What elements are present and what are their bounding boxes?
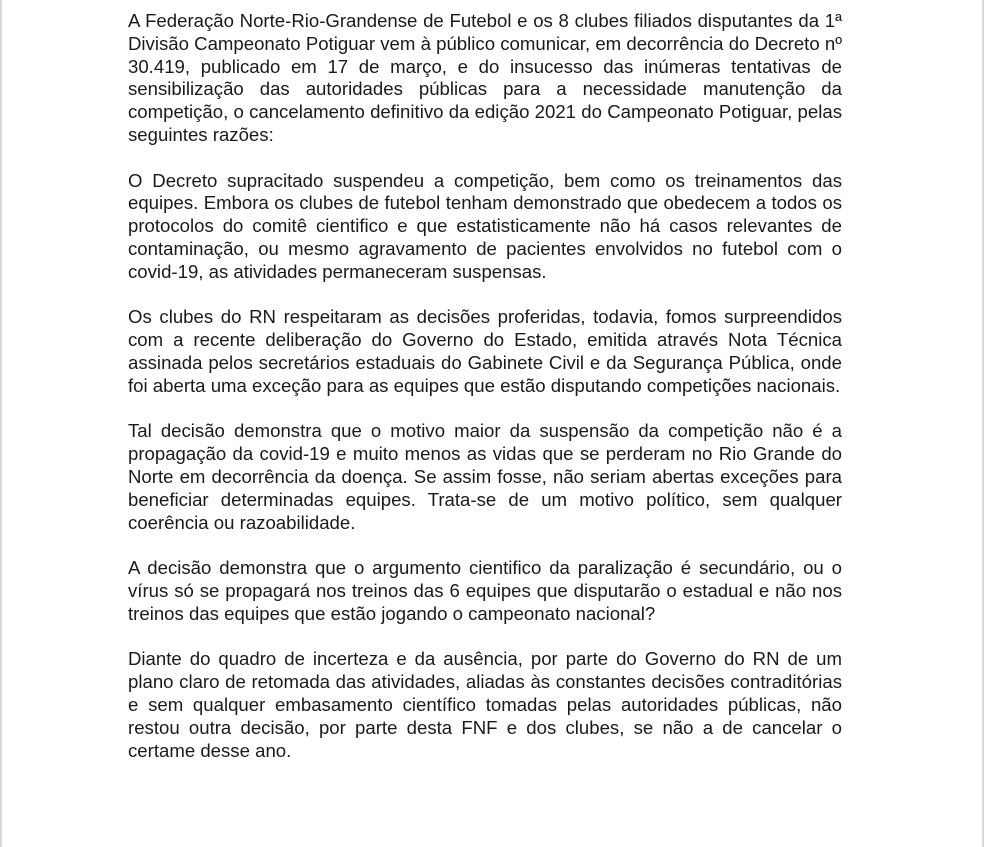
paragraph-conclusion: Diante do quadro de incerteza e da ausência, por parte do Governo do RN de um plano claro de retomada das atividades, aliadas às constantes decisões contraditórias e sem qualquer embasamento científico tomadas pelas autoridades públicas, não restou outra decisão, por parte desta FNF e dos clubes, se não a de cancelar o certame desse ano. [128,648,842,761]
page-left-edge [0,0,2,847]
document-body [128,10,842,785]
paragraph-political-motive: Tal decisão demonstra que o motivo maior da suspensão da competição não é a propagação da covid-19 e muito menos as vidas que se perderam no Rio Grande do Norte em decorrência da doença. Se assim fosse, não seriam abertas exceções para beneficiar determinadas equipes. Trata-se de um motivo político, sem qualquer coerência ou razoabilidade. [128,420,842,533]
paragraph-decree-suspension: O Decreto supracitado suspendeu a competição, bem como os treinamentos das equipes. Embora os clubes de futebol tenham demonstrado que obedecem a todos os protocolos do comitê cientifico e que estatisticamente não há casos relevantes de contaminação, ou mesmo agravamento de pacientes envolvidos no futebol com o covid-19, as atividades permaneceram suspensas. [128,169,842,282]
paragraph-scientific-argument: A decisão demonstra que o argumento cientifico da paralização é secundário, ou o vírus só se propagará nos treinos das 6 equipes que disputarão o estadual e não nos treinos das equipes que estão jogando o campeonato nacional? [128,557,842,624]
paragraph-announcement: A Federação Norte-Rio-Grandense de Futebol e os 8 clubes filiados disputantes da 1ª Divisão Campeonato Potiguar vem à público comunicar, em decorrência do Decreto nº 30.419, publicado em 17 de março, e do insucesso das inúmeras tentativas de sensibilização das autoridades públicas para a necessidade manutenção da competição, o cancelamento definitivo da edição 2021 do Campeonato Potiguar, pelas seguintes razões: [128,10,842,145]
paragraph-exception: Os clubes do RN respeitaram as decisões proferidas, todavia, fomos surpreendidos com a recente deliberação do Governo do Estado, emitida através Nota Técnica assinada pelos secretários estaduais do Gabinete Civil e da Segurança Pública, onde foi aberta uma exceção para as equipes que estão disputando competições nacionais. [128,306,842,396]
